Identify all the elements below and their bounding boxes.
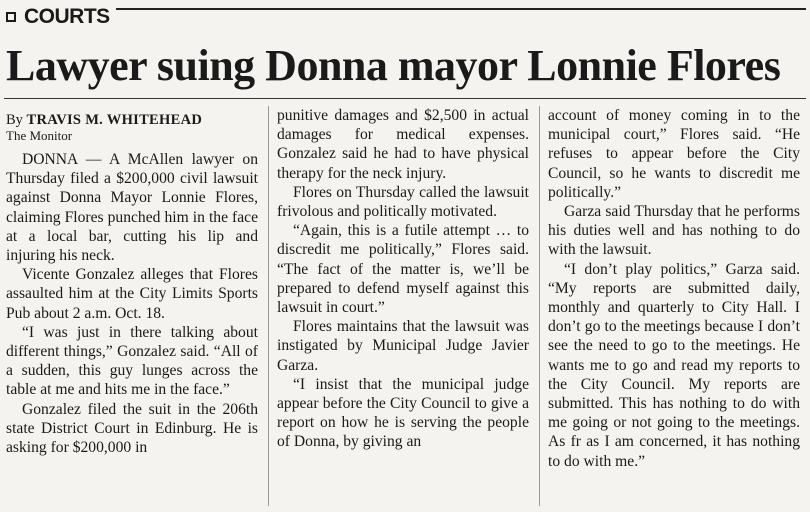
top-rule	[116, 8, 806, 10]
paragraph: Flores maintains that the lawsuit was instigated by Municipal Judge Javier Garza.	[277, 318, 529, 374]
paragraph: Gonzalez filed the suit in the 206th state District Court in Edinburg. He is asking for $200,000 in	[6, 400, 258, 457]
article-column-1	[6, 112, 258, 457]
paragraph: account of money coming in to the municipal court,” Flores said. “He refuses to appear before the City Council, so he wants to discredit me politically.”	[548, 107, 800, 201]
paragraph: punitive damages and $2,500 in actual damages for medical expenses. Gonzalez said he had to have physical therapy for the neck injury.	[277, 107, 529, 182]
section-square-icon	[6, 12, 16, 22]
headline: Lawyer suing Donna mayor Lonnie Flores	[6, 41, 781, 90]
article-column-2	[277, 106, 529, 452]
paragraph: Garza said Thursday that he performs his duties well and has nothing to do with the lawsuit.	[548, 203, 800, 259]
article-column-3	[548, 106, 800, 471]
byline	[6, 112, 258, 144]
paragraph: DONNA — A McAllen lawyer on Thursday filed a $200,000 civil lawsuit against Donna Mayor Lonnie Flores, claiming Flores punched him in the face at a local bar, cutting his lip and injuring his neck.	[6, 151, 258, 265]
paragraph: Flores on Thursday called the lawsuit frivolous and politically motivated.	[277, 183, 529, 221]
paragraph: “Again, this is a futile attempt … to discredit me politically,” Flores said. “The fact of the matter is, we’ll be prepared to defend myself against this lawsuit in court.”	[277, 222, 529, 317]
paragraph: “I don’t play politics,” Garza said. “My reports are submitted daily, monthly and quarterly to City Hall. I don’t go to the meetings because I don’t see the need to go to the meetings. He wants me to go and read my reports to the City Council. My reports are submitted. This has nothing to do with me going or not going to the meetings. As fr as I am concerned, it has nothing to do with me.”	[548, 260, 800, 470]
paragraph: “I was just in there talking about different things,” Gonzalez said. “All of a sudden, this guy lunges across the table at me and hits me in the face.”	[6, 323, 258, 399]
section-label: COURTS	[24, 5, 110, 28]
byline-org: The Monitor	[6, 128, 73, 143]
paragraph: Vicente Gonzalez alleges that Flores assaulted him at the City Limits Sports Pub about 2 a.m. Oct. 18.	[6, 266, 258, 322]
paragraph: “I insist that the municipal judge appear before the City Council to give a report on how he is serving the people of Donna, by giving an	[277, 375, 529, 451]
column-divider	[539, 106, 540, 506]
byline-author: TRAVIS M. WHITEHEAD	[26, 112, 203, 128]
column-divider	[268, 106, 269, 506]
byline-prefix: By	[6, 112, 27, 128]
headline-rule	[4, 98, 806, 99]
